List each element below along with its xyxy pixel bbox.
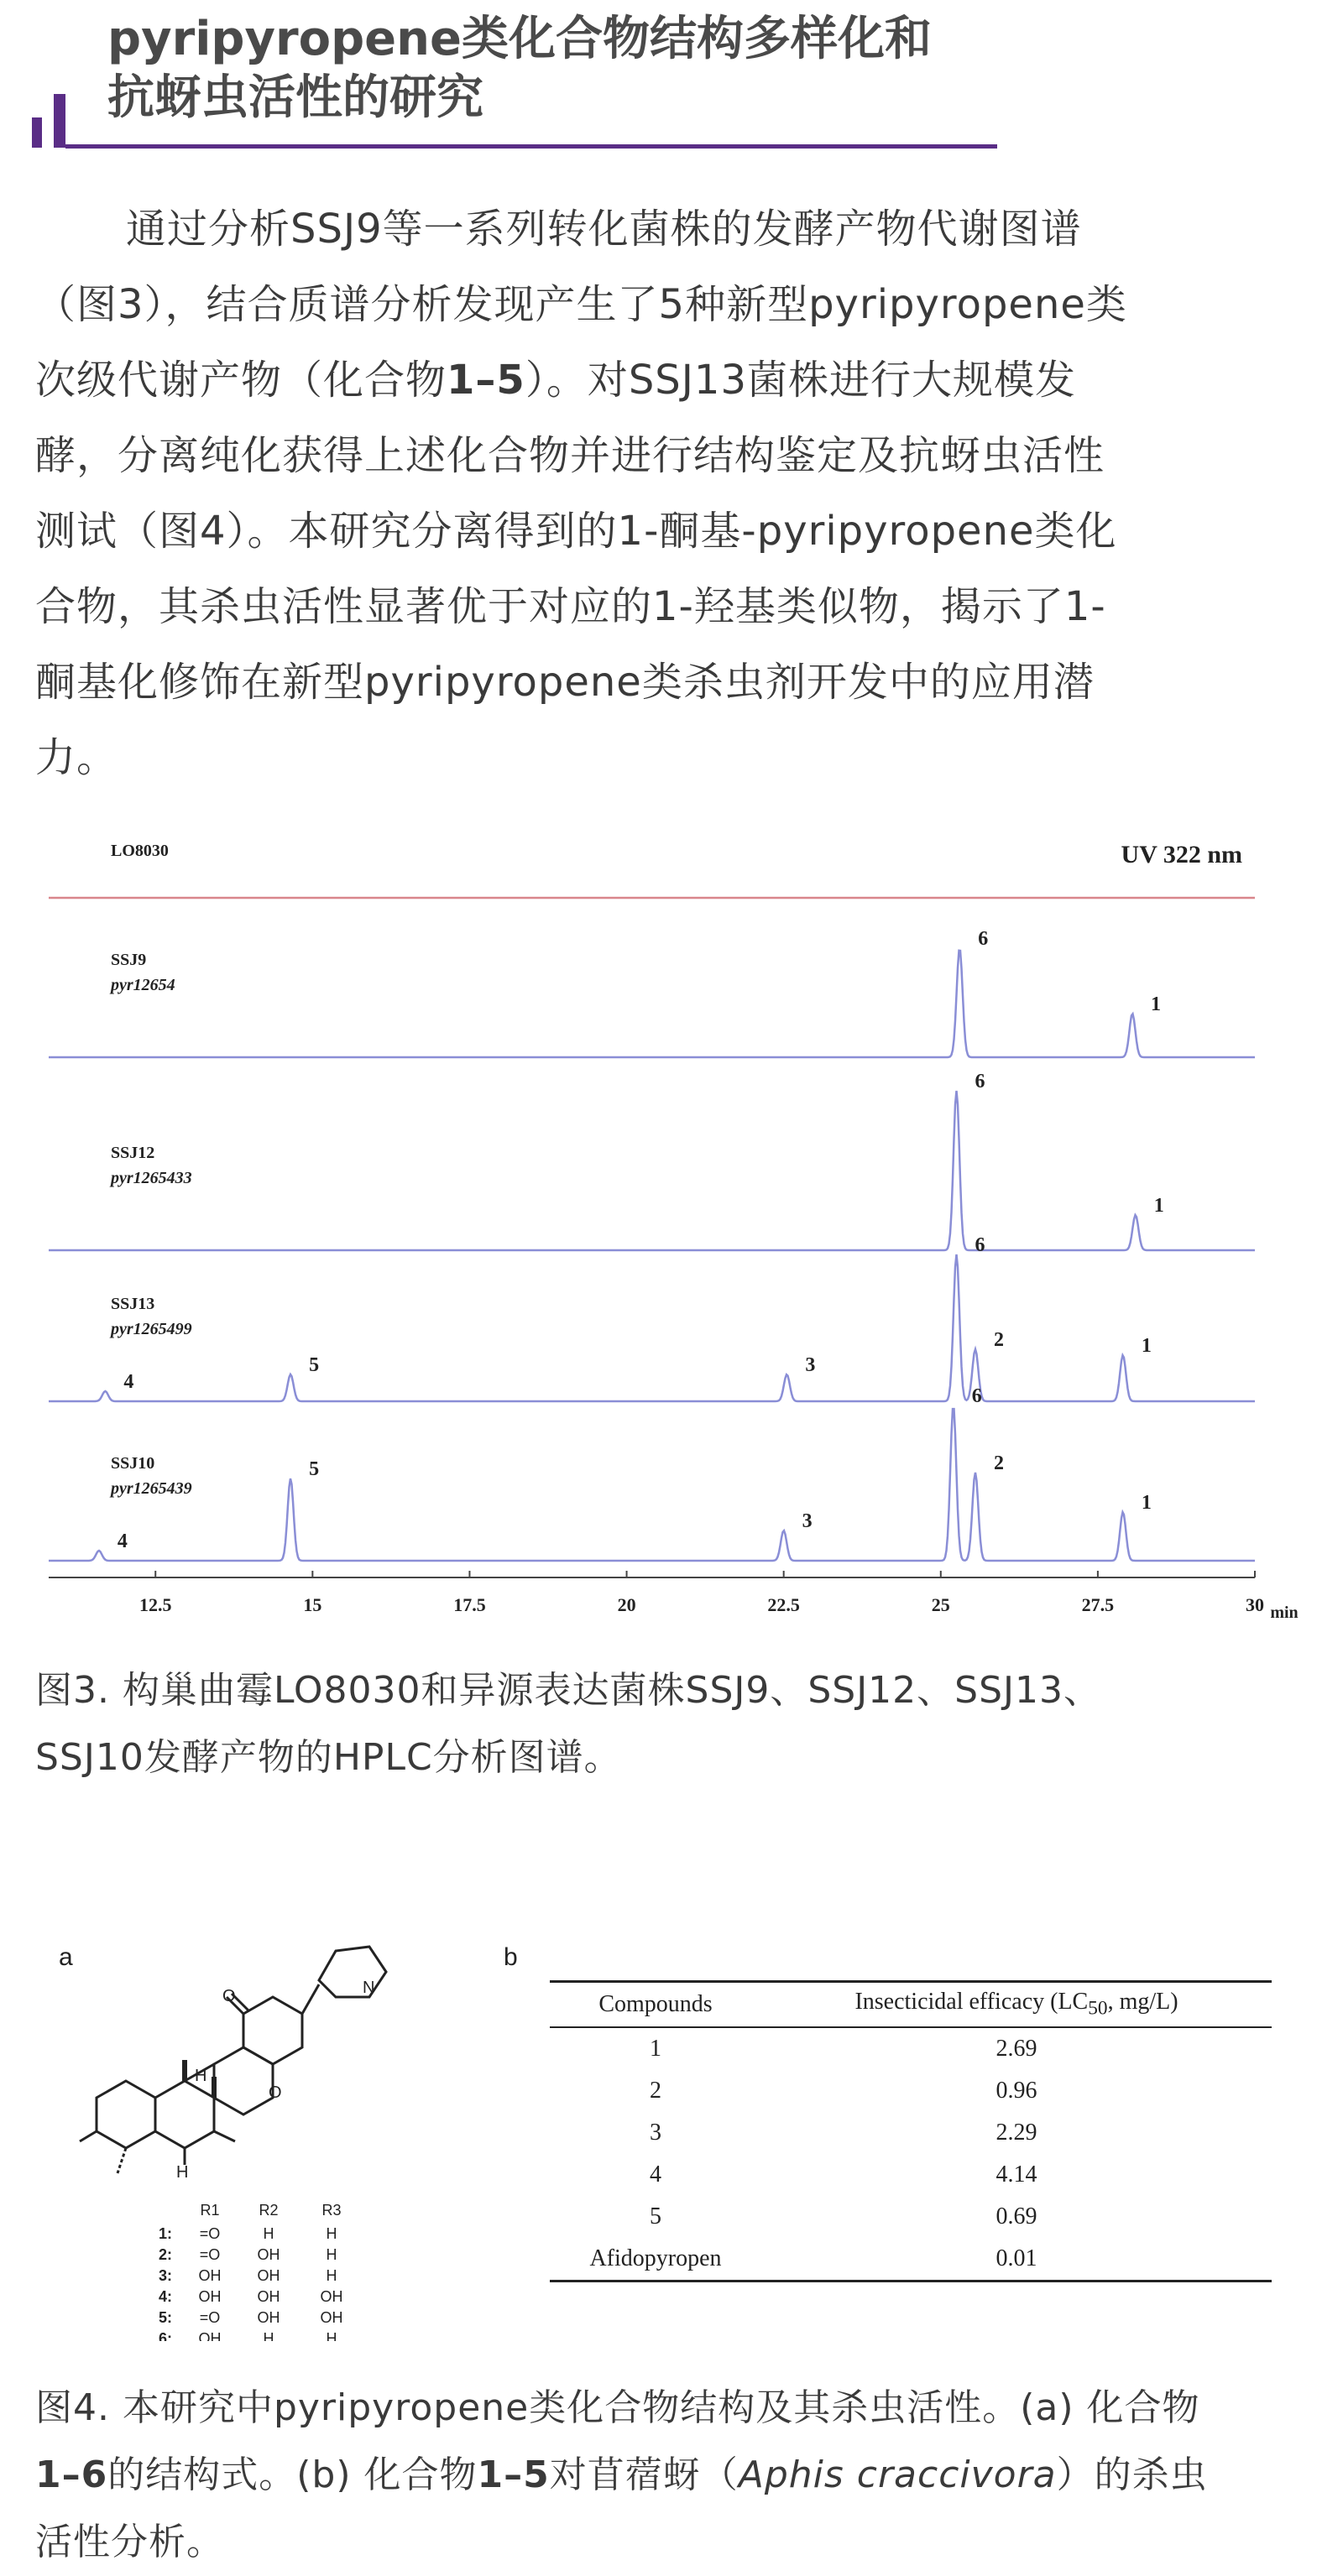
structure-labels [176,1979,374,2182]
substituent-cell: 6: [158,2330,172,2341]
species-name: Aphis craccivora [738,2453,1057,2496]
para-line-2: （图3），结合质谱分析发现产生了5种新型pyripyropene类 [35,281,1127,328]
substituent-cell: H [326,2330,337,2341]
panel-b-label: b [504,1943,518,1971]
substituent-cell: OH [198,2267,222,2284]
para-line-6: 合物，其杀虫活性显著优于对应的1-羟基类似物，揭示了1- [35,583,1106,630]
table-row [550,2027,1272,2070]
atom-o-ring: O [269,2083,282,2102]
title-line-1: pyripyropene类化合物结构多样化和 [107,12,932,66]
peak-label: 3 [802,1510,813,1532]
para-line-3a: 次级代谢产物（化合物 [35,357,447,404]
compound-range: 1–5 [447,357,525,404]
table-row [550,2070,1272,2112]
substituent-cell: OH [198,2288,222,2305]
peak-label: 6 [975,1071,985,1092]
table-header-row [550,1982,1272,2028]
figure-3-caption [35,1657,1319,1791]
insecticidal-table-wrap [550,1980,1272,2282]
chromatogram-svg [0,814,1343,1645]
cell-compound: Afidopyropen [550,2238,761,2281]
series-gene: pyr1265499 [111,1320,192,1338]
peak-label: 6 [975,1234,985,1256]
peak-label: 3 [805,1354,816,1376]
substituent-cell: H [326,2267,337,2284]
para-line-3c: ）。对SSJ13菌株进行大规模发 [525,357,1076,404]
atom-n: N [363,1979,375,1997]
accent-bar-tall [54,94,65,148]
caption4-l2f: ）的杀虫 [1056,2453,1208,2496]
cell-compound: 2 [650,2078,661,2104]
section-header [0,0,1343,151]
substituent-cell: =O [199,2309,221,2326]
table-row [550,2238,1272,2281]
substituent-cell: 3: [158,2267,172,2284]
peak-label: 1 [1151,993,1162,1015]
chemical-structure [0,1922,504,2341]
col-efficacy-a: Insecticidal efficacy (LC [854,1989,1089,2015]
para-line-5: 测试（图4）。本研究分离得到的1-酮基-pyripyropene类化 [35,508,1117,555]
series-name: LO8030 [111,842,169,860]
series-name: SSJ10 [111,1454,155,1473]
substituent-header: R2 [259,2202,279,2219]
substituent-cell: H [326,2246,337,2263]
trace-ssj12 [49,1091,1255,1250]
cell-value: 0.96 [995,2078,1037,2104]
trace-ssj10 [49,1409,1255,1561]
peak-label: 6 [978,928,989,950]
figure-4-caption [35,2375,1319,2576]
cell-value: 0.69 [995,2203,1037,2229]
para-line-3 [35,342,1311,418]
caption4-range-b: 1–5 [477,2453,550,2496]
peak-label: 1 [1141,1492,1152,1514]
caption4-line-3: 活性分析。 [35,2521,224,2563]
caption3-line-1: 图3. 构巢曲霉LO8030和异源表达菌株SSJ9、SSJ12、SSJ13、 [35,1669,1101,1712]
caption4-line-1: 图4. 本研究中pyripyropene类化合物结构及其杀虫活性。(a) 化合物 [35,2386,1200,2429]
caption4-range-a: 1–6 [35,2453,108,2496]
substituent-cell: OH [257,2309,280,2326]
series-name: SSJ12 [111,1144,155,1162]
series-gene: pyr12654 [111,976,175,994]
peak-label: 2 [993,1329,1004,1351]
substituent-cell: 2: [158,2246,172,2263]
table-row [550,2112,1272,2154]
series-gene: pyr1265439 [111,1479,192,1498]
table-row [550,2196,1272,2238]
substituent-cell: OH [198,2330,222,2341]
peak-label: 1 [1153,1195,1164,1217]
col-efficacy-b: , mg/L) [1107,1989,1178,2015]
x-tick-label: 17.5 [453,1594,486,1615]
accent-bar-short [32,117,42,148]
cell-value: 0.01 [761,2238,1272,2281]
substituent-cell: =O [199,2225,221,2242]
substituent-header: R1 [200,2202,220,2219]
cell-compound: 3 [650,2120,661,2146]
substituent-cell: =O [199,2246,221,2263]
para-line-4: 酵，分离纯化获得上述化合物并进行结构鉴定及抗蚜虫活性 [35,432,1105,479]
substituent-cell: H [263,2330,274,2341]
header-underline [65,144,997,149]
peak-label: 2 [993,1452,1004,1474]
peak-label: 5 [309,1354,320,1376]
x-tick-label: 15 [303,1594,322,1615]
substituent-cell: 5: [158,2309,172,2326]
substituent-cell: 1: [158,2225,172,2242]
panel-a-label: a [59,1943,73,1971]
substituent-cell: H [326,2225,337,2242]
peak-label: 1 [1141,1335,1152,1357]
caption4-l2b: 的结构式。(b) 化合物 [107,2453,478,2496]
caption3-line-2: SSJ10发酵产物的HPLC分析图谱。 [35,1736,622,1779]
cell-value: 2.29 [995,2120,1037,2146]
substituent-header: R3 [321,2202,342,2219]
structure-skeleton [80,1947,386,2173]
cell-value: 4.14 [995,2161,1037,2188]
para-line-8: 力。 [35,734,118,781]
table-row [550,2154,1272,2196]
cell-compound: 1 [650,2036,661,2062]
atom-o-carbonyl: O [222,1987,236,2005]
series-name: SSJ13 [111,1295,155,1313]
peak-label: 5 [309,1458,320,1480]
x-tick-label: 22.5 [767,1594,800,1615]
series-gene: pyr1265433 [111,1169,192,1187]
substituent-cell: OH [257,2267,280,2284]
x-tick-label: 12.5 [138,1594,172,1615]
peak-label: 4 [117,1530,128,1552]
substituent-cell: H [263,2225,274,2242]
h-label-9: H [195,2067,207,2085]
body-paragraph [35,191,1311,795]
substituent-cell: OH [257,2246,280,2263]
cell-value: 2.69 [995,2036,1037,2062]
trace-ssj13 [49,1254,1255,1401]
substituent-cell: OH [320,2309,343,2326]
substituent-table [159,2202,343,2341]
x-axis-unit: min [1270,1603,1299,1622]
x-tick-label: 25 [931,1594,950,1615]
cell-compound: 5 [650,2203,661,2229]
para-line-1: 通过分析SSJ9等一系列转化菌株的发酵产物代谢图谱 [126,206,1082,253]
caption4-l2d: 对苜蓿蚜（ [549,2453,739,2496]
caption4-line-2 [35,2442,1319,2509]
cell-compound: 4 [650,2161,661,2188]
h-label-5: H [176,2163,189,2182]
chart-title: UV 322 nm [1121,841,1242,868]
title-line-2: 抗蚜虫活性的研究 [107,70,483,125]
col-efficacy-sub: 50 [1088,1997,1108,2020]
section-title [107,10,1115,128]
col-efficacy [761,1982,1272,2028]
peak-label: 4 [123,1371,134,1393]
x-tick-label: 30 [1246,1594,1264,1615]
substituent-cell: OH [320,2288,343,2305]
peak-label: 6 [971,1385,982,1407]
insecticidal-table [550,1980,1272,2282]
substituent-cell: OH [257,2288,280,2305]
x-tick-label: 27.5 [1081,1594,1115,1615]
hplc-chromatogram [0,814,1343,1645]
trace-ssj9 [49,951,1255,1057]
series-name: SSJ9 [111,951,147,969]
para-line-7: 酮基化修饰在新型pyripyropene类杀虫剂开发中的应用潜 [35,659,1095,706]
x-tick-label: 20 [617,1594,636,1615]
substituent-cell: 4: [158,2288,172,2305]
col-compounds: Compounds [550,1982,761,2028]
